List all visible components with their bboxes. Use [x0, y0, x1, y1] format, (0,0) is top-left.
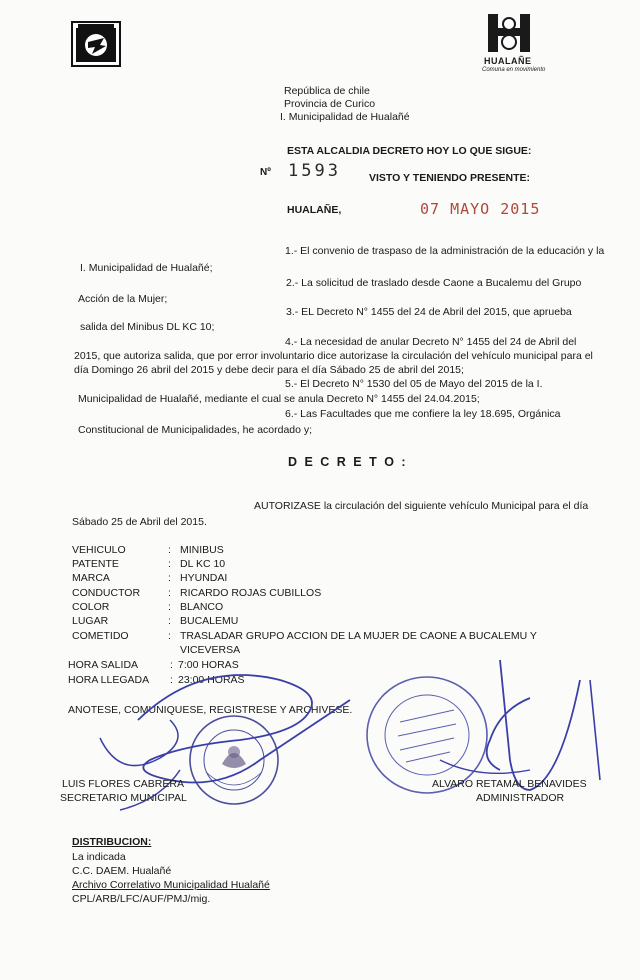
vehicle-value: TRASLADAR GRUPO ACCION DE LA MUJER DE CAONE A BUCALEMU Y: [180, 630, 537, 642]
distribution-item: CPL/ARB/LFC/AUF/PMJ/mig.: [72, 893, 211, 905]
decree-place: HUALAÑE,: [287, 204, 342, 216]
authorization-line-1: AUTORIZASE la circulación del siguiente vehículo Municipal para el día: [254, 500, 589, 512]
vehicle-value: BUCALEMU: [180, 615, 239, 627]
vehicle-row: MARCA : HYUNDAI: [72, 572, 228, 584]
consideration-4-cont-2: día Domingo 26 abril del 2015 y debe decir para el día Sábado 25 de abril del 2015;: [74, 364, 464, 376]
consideration-5-cont: Municipalidad de Hualañé, mediante el cual se anula Decreto N° 1455 del 24.04.2015;: [78, 393, 480, 405]
consideration-1-cont: I. Municipalidad de Hualañé;: [80, 262, 213, 274]
address-line-2: Provincia de Curico: [284, 98, 376, 110]
schedule-value: 7:00 HORAS: [178, 659, 239, 671]
vehicle-row: PATENTE : DL KC 10: [72, 558, 226, 570]
address-line-1: República de chile: [284, 85, 370, 97]
consideration-3-cont: salida del Minibus DL KC 10;: [80, 321, 215, 333]
consideration-1: 1.- El convenio de traspaso de la administración de la educación y la: [285, 245, 605, 257]
consideration-4: 4.- La necesidad de anular Decreto N° 1455 del 24 de Abril del: [285, 336, 577, 348]
closing-formula: ANOTESE, COMUNIQUESE, REGISTRESE Y ARCHIVESE.: [68, 704, 353, 716]
vehicle-label: COMETIDO: [72, 630, 129, 642]
distribution-item: La indicada: [72, 851, 126, 863]
vehicle-label: PATENTE: [72, 558, 119, 570]
decree-date-stamp: 07 MAYO 2015: [420, 200, 541, 218]
vehicle-label: LUGAR: [72, 615, 109, 627]
vehicle-row: COMETIDO : TRASLADAR GRUPO ACCION DE LA MUJER DE CAONE A BUCALEMU Y VICEVERSA: [72, 630, 537, 656]
distribution-item: C.C. DAEM. Hualañé: [72, 865, 172, 877]
decree-heading: ESTA ALCALDIA DECRETO HOY LO QUE SIGUE:: [287, 145, 532, 157]
vehicle-value: DL KC 10: [180, 558, 226, 570]
schedule-value: 23:00 HORAS: [178, 674, 245, 686]
consideration-5: 5.- El Decreto N° 1530 del 05 de Mayo del 2015 de la I.: [285, 378, 543, 390]
left-signer-title: SECRETARIO MUNICIPAL: [60, 792, 187, 804]
vehicle-value: MINIBUS: [180, 544, 224, 556]
right-signer-name: ALVARO RETAMAL BENAVIDES: [432, 778, 587, 790]
vehicle-row: VEHICULO : MINIBUS: [72, 544, 224, 556]
logo-tagline: Comuna en movimiento: [482, 67, 546, 73]
consideration-6-cont: Constitucional de Municipalidades, he acordado y;: [78, 424, 313, 436]
vehicle-label: CONDUCTOR: [72, 587, 141, 599]
visto-label: VISTO Y TENIENDO PRESENTE:: [369, 172, 531, 184]
consideration-3: 3.- EL Decreto N° 1455 del 24 de Abril del 2015, que aprueba: [286, 306, 572, 318]
consideration-2-cont: Acción de la Mujer;: [78, 293, 168, 305]
logo-name: HUALAÑE: [484, 56, 532, 66]
vehicle-label: COLOR: [72, 601, 110, 613]
vehicle-label: MARCA: [72, 572, 110, 584]
vehicle-value: BLANCO: [180, 601, 224, 613]
vehicle-value: HYUNDAI: [180, 572, 228, 584]
schedule-label: HORA SALIDA: [68, 659, 139, 671]
consideration-4-cont-1: 2015, que autoriza salida, que por error involuntario dice autorizase la circulación del vehículo municipal para el: [74, 350, 593, 362]
distribution-item: Archivo Correlativo Municipalidad Hualañé: [72, 879, 270, 891]
schedule-row: HORA SALIDA : 7:00 HORAS: [68, 659, 239, 671]
municipal-crest-logo: [70, 18, 122, 68]
consideration-2: 2.- La solicitud de traslado desde Caone a Bucalemu del Grupo: [286, 277, 582, 289]
decree-number: 1593: [288, 161, 341, 181]
distribution-title: DISTRIBUCION:: [72, 836, 152, 848]
decreto-title: D E C R E T O :: [288, 455, 408, 469]
authorization-line-2: Sábado 25 de Abril del 2015.: [72, 516, 207, 528]
vehicle-value: RICARDO ROJAS CUBILLOS: [180, 587, 322, 599]
decree-number-prefix: Nº: [260, 167, 271, 178]
vehicle-row: COLOR : BLANCO: [72, 601, 224, 613]
schedule-row: HORA LLEGADA : 23:00 HORAS: [68, 674, 245, 686]
vehicle-row: LUGAR : BUCALEMU: [72, 615, 239, 627]
vehicle-value-cont: VICEVERSA: [180, 644, 241, 656]
vehicle-row: CONDUCTOR : RICARDO ROJAS CUBILLOS: [72, 587, 322, 599]
consideration-6: 6.- Las Facultades que me confiere la ley 18.695, Orgánica: [285, 408, 561, 420]
schedule-label: HORA LLEGADA: [68, 674, 150, 686]
vehicle-label: VEHICULO: [72, 544, 126, 556]
left-signer-name: LUIS FLORES CABRERA: [62, 778, 184, 790]
right-signer-title: ADMINISTRADOR: [476, 792, 565, 804]
address-line-3: I. Municipalidad de Hualañé: [280, 111, 410, 123]
